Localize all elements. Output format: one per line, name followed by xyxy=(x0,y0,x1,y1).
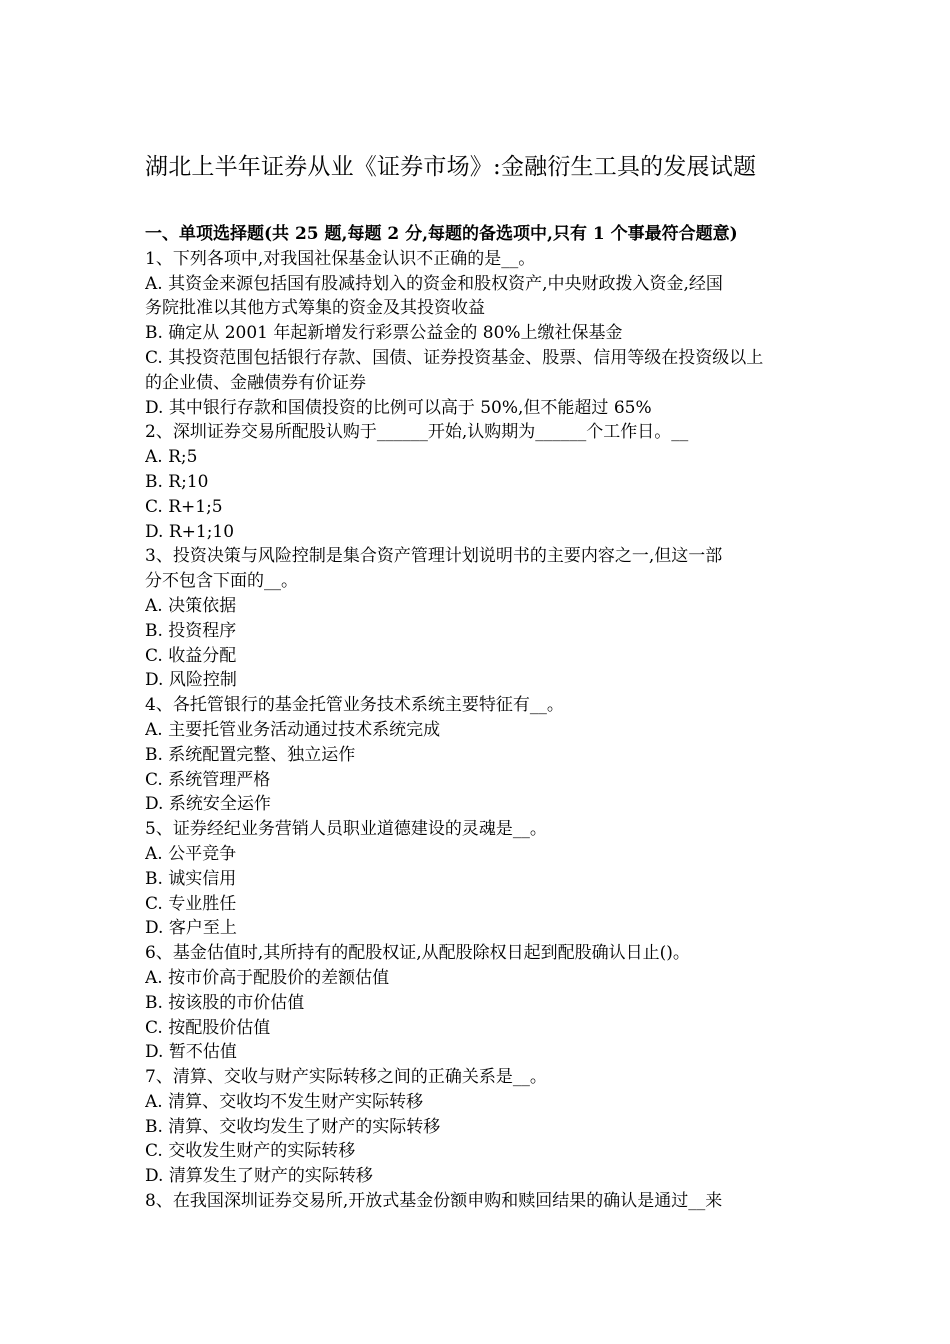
text-line: C. 按配股价估值 xyxy=(145,1017,271,1038)
text-line: B. 系统配置完整、独立运作 xyxy=(145,744,356,765)
text-line: 6、基金估值时,其所持有的配股权证,从配股除权日起到配股确认日止()。 xyxy=(145,943,690,964)
text-line: C. 收益分配 xyxy=(145,645,237,666)
text-line: 5、证券经纪业务营销人员职业道德建设的灵魂是__。 xyxy=(145,819,547,840)
text-line: A. 清算、交收均不发生财产实际转移 xyxy=(145,1091,424,1112)
text-line: D. 清算发生了财产的实际转移 xyxy=(145,1166,373,1187)
text-line: A. 决策依据 xyxy=(145,595,237,616)
text-line: C. 交收发生财产的实际转移 xyxy=(145,1141,356,1162)
text-line: A. 公平竞争 xyxy=(145,843,237,864)
text-line: B. 按该股的市价估值 xyxy=(145,992,305,1013)
text-line: B. 清算、交收均发生了财产的实际转移 xyxy=(145,1116,441,1137)
text-line: D. 暂不估值 xyxy=(145,1042,237,1063)
text-line: D. R+1;10 xyxy=(145,521,235,542)
text-line: 的企业债、金融债券有价证券 xyxy=(145,372,366,393)
text-line: 分不包含下面的__。 xyxy=(145,571,298,592)
text-line: B. 确定从 2001 年起新增发行彩票公益金的 80%上缴社保基金 xyxy=(145,323,623,344)
text-line: A. R;5 xyxy=(145,447,198,468)
document-title: 湖北上半年证券从业《证券市场》:金融衍生工具的发展试题 xyxy=(145,154,757,180)
text-line: A. 按市价高于配股价的差额估值 xyxy=(145,967,390,988)
text-line: 1、下列各项中,对我国社保基金认识不正确的是__。 xyxy=(145,248,536,269)
text-line: 3、投资决策与风险控制是集合资产管理计划说明书的主要内容之一,但这一部 xyxy=(145,546,723,567)
text-line: 务院批准以其他方式筹集的资金及其投资收益 xyxy=(145,298,485,319)
document-body xyxy=(145,222,809,1214)
text-line: B. 投资程序 xyxy=(145,620,237,641)
text-line: 4、各托管银行的基金托管业务技术系统主要特征有__。 xyxy=(145,695,564,716)
text-line: C. 系统管理严格 xyxy=(145,769,271,790)
text-line: D. 客户至上 xyxy=(145,918,237,939)
text-line: C. 专业胜任 xyxy=(145,893,237,914)
text-line: D. 系统安全运作 xyxy=(145,794,271,815)
text-line: 7、清算、交收与财产实际转移之间的正确关系是__。 xyxy=(145,1067,547,1088)
text-line: B. 诚实信用 xyxy=(145,868,237,889)
text-line: A. 主要托管业务活动通过技术系统完成 xyxy=(145,719,441,740)
question-list xyxy=(145,247,809,1214)
section-heading: 一、单项选择题(共 25 题,每题 2 分,每题的备选项中,只有 1 个事最符合题意) xyxy=(145,224,738,244)
text-line: B. R;10 xyxy=(145,471,209,492)
text-line: C. 其投资范围包括银行存款、国债、证券投资基金、股票、信用等级在投资级以上 xyxy=(145,347,764,368)
text-line: C. R+1;5 xyxy=(145,496,223,517)
text-line: A. 其资金来源包括国有股减持划入的资金和股权资产,中央财政拨入资金,经国 xyxy=(145,273,723,294)
text-line: 2、深圳证券交易所配股认购于______开始,认购期为______个工作日。__ xyxy=(145,422,689,443)
text-line: D. 风险控制 xyxy=(145,670,237,691)
text-line: 8、在我国深圳证券交易所,开放式基金份额申购和赎回结果的确认是通过__来 xyxy=(145,1191,723,1212)
text-line: D. 其中银行存款和国债投资的比例可以高于 50%,但不能超过 65% xyxy=(145,397,652,418)
